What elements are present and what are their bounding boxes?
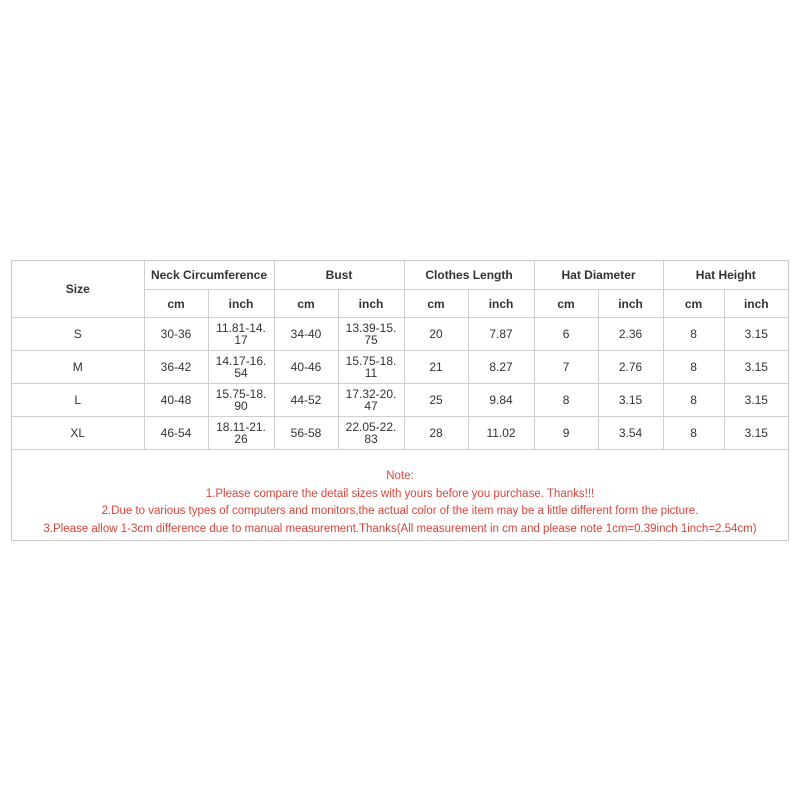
value-cell: 11.02 [468,417,534,450]
note-line-3: 3.Please allow 1-3cm difference due to manual measurement.Thanks(All measurement in cm and please note 1cm=0.39inch 1inch=2.54cm) [43,522,757,535]
value-cell: 9.84 [468,384,534,417]
value-cell: 34-40 [274,318,338,351]
value-cell: 40-46 [274,351,338,384]
notes [12,468,788,538]
value-cell: 3.15 [724,384,788,417]
value-cell: 3.15 [724,318,788,351]
table-header-row [12,261,788,290]
value-cell: 7.87 [468,318,534,351]
value-cell: 40-48 [144,384,208,417]
value-cell: 22.05-22. 83 [338,417,404,450]
group-header-hat-height: Hat Height [663,261,788,290]
size-cell: M [12,351,144,384]
value-cell: 17.32-20. 47 [338,384,404,417]
group-header-hat-diameter: Hat Diameter [534,261,663,290]
unit-header: inch [598,290,663,318]
value-cell: 21 [404,351,468,384]
value-cell: 8 [534,384,598,417]
value-cell: 2.36 [598,318,663,351]
unit-header: cm [663,290,724,318]
unit-header: inch [724,290,788,318]
size-cell: XL [12,417,144,450]
value-cell: 3.15 [724,351,788,384]
value-cell: 7 [534,351,598,384]
unit-header: cm [274,290,338,318]
group-header-neck: Neck Circumference [144,261,274,290]
value-cell: 3.54 [598,417,663,450]
value-cell: 15.75-18. 11 [338,351,404,384]
value-cell: 6 [534,318,598,351]
value-cell: 46-54 [144,417,208,450]
size-chart [11,260,789,541]
value-cell: 8 [663,384,724,417]
size-cell: L [12,384,144,417]
group-header-clothes-length: Clothes Length [404,261,534,290]
value-cell: 28 [404,417,468,450]
value-cell: 11.81-14. 17 [208,318,274,351]
size-table [12,261,788,450]
value-cell: 8 [663,351,724,384]
table-row [12,351,788,384]
size-cell: S [12,318,144,351]
value-cell: 36-42 [144,351,208,384]
value-cell: 3.15 [724,417,788,450]
value-cell: 20 [404,318,468,351]
table-row [12,417,788,450]
value-cell: 8.27 [468,351,534,384]
value-cell: 25 [404,384,468,417]
note-line-2: 2.Due to various types of computers and monitors,the actual color of the item may be a little different form the picture. [101,505,699,517]
note-title: Note: [386,470,414,482]
unit-header: inch [468,290,534,318]
note-line-1: 1.Please compare the detail sizes with yours before you purchase. Thanks!!! [205,487,595,500]
unit-header: cm [534,290,598,318]
value-cell: 8 [663,417,724,450]
unit-header: inch [338,290,404,318]
value-cell: 2.76 [598,351,663,384]
value-cell: 15.75-18. 90 [208,384,274,417]
table-row [12,384,788,417]
value-cell: 44-52 [274,384,338,417]
unit-header: cm [404,290,468,318]
value-cell: 56-58 [274,417,338,450]
size-header: Size [12,261,144,318]
value-cell: 13.39-15. 75 [338,318,404,351]
unit-header: inch [208,290,274,318]
value-cell: 8 [663,318,724,351]
value-cell: 30-36 [144,318,208,351]
value-cell: 14.17-16. 54 [208,351,274,384]
value-cell: 18.11-21. 26 [208,417,274,450]
value-cell: 9 [534,417,598,450]
group-header-bust: Bust [274,261,404,290]
table-row [12,318,788,351]
table-body [12,318,788,450]
value-cell: 3.15 [598,384,663,417]
unit-header: cm [144,290,208,318]
